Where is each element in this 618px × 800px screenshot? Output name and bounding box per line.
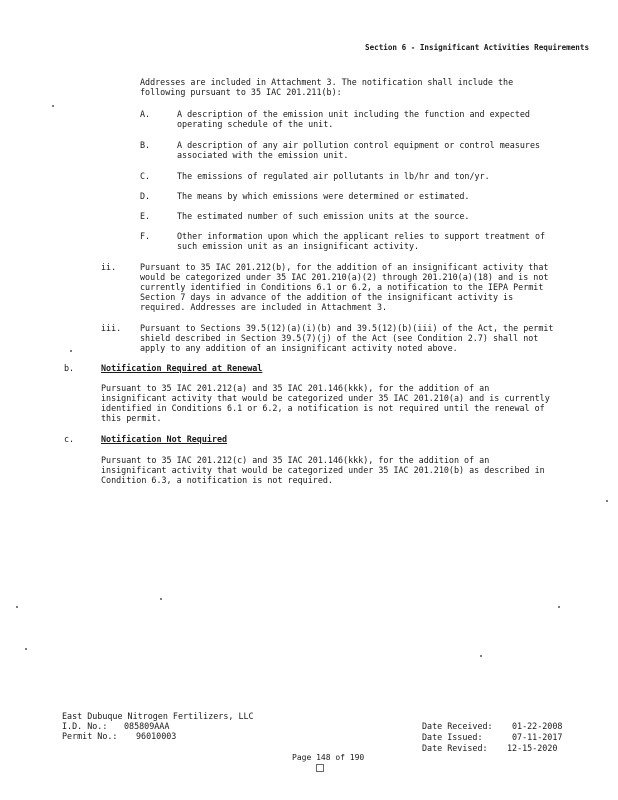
section-header: Section 6 - Insignificant Activities Requirements bbox=[365, 43, 590, 52]
roman-numeral-iii: iii. bbox=[101, 323, 122, 333]
roman-iii-line: shield described in Section 39.5(7)(j) of the Act (see Condition 2.7) shall not bbox=[140, 333, 539, 343]
list-item-letter: C. bbox=[140, 171, 151, 181]
roman-ii-line: would be categorized under 35 IAC 201.210(a)(2) through 201.210(a)(18) and is not bbox=[140, 272, 549, 282]
section-b-line: Pursuant to 35 IAC 201.212(a) and 35 IAC 201.146(kkk), for the addition of an bbox=[101, 383, 490, 393]
roman-ii-line: Pursuant to 35 IAC 201.212(b), for the addition of an insignificant activity that bbox=[140, 262, 549, 272]
section-b-line: identified in Conditions 6.1 or 6.2, a notification is not required until the renewal of bbox=[101, 403, 545, 413]
footer-company: East Dubuque Nitrogen Fertilizers, LLC bbox=[62, 711, 254, 721]
list-item-text: associated with the emission unit. bbox=[177, 150, 349, 160]
roman-iii-line: apply to any addition of an insignificant activity noted above. bbox=[140, 343, 458, 353]
footer-received-label: Date Received: bbox=[422, 721, 493, 731]
section-c-line: Condition 6.3, a notification is not required. bbox=[101, 475, 333, 485]
page-number: Page 148 of 190 bbox=[292, 753, 365, 762]
scan-speck bbox=[16, 606, 18, 608]
list-item-text: Other information upon which the applicant relies to support treatment of bbox=[177, 231, 546, 241]
list-item-letter: B. bbox=[140, 140, 151, 150]
section-b-letter: b. bbox=[64, 363, 75, 373]
footer-revised-value: 12-15-2020 bbox=[507, 743, 558, 753]
footer-permit-value: 96010003 bbox=[136, 731, 177, 741]
scan-speck bbox=[25, 648, 27, 650]
footer-issued-label: Date Issued: bbox=[422, 732, 483, 742]
list-item-text: operating schedule of the unit. bbox=[177, 119, 334, 129]
scan-speck bbox=[160, 598, 162, 600]
roman-ii-line: required. Addresses are included in Attachment 3. bbox=[140, 302, 388, 312]
intro-line-1: Addresses are included in Attachment 3. The notification shall include the bbox=[140, 77, 514, 87]
footer-id-value: 085809AAA bbox=[124, 721, 170, 731]
list-item-text: A description of the emission unit including the function and expected bbox=[177, 109, 530, 119]
list-item-letter: A. bbox=[140, 109, 151, 119]
page-mark-icon bbox=[316, 764, 324, 772]
section-b-title: Notification Required at Renewal bbox=[101, 363, 263, 373]
list-item-text: such emission unit as an insignificant activity. bbox=[177, 241, 420, 251]
list-item-letter: D. bbox=[140, 191, 151, 201]
scan-speck bbox=[480, 655, 482, 657]
scan-speck bbox=[606, 500, 608, 502]
footer-revised-label: Date Revised: bbox=[422, 743, 488, 753]
section-c-letter: c. bbox=[64, 434, 75, 444]
intro-line-2: following pursuant to 35 IAC 201.211(b): bbox=[140, 87, 342, 97]
section-c-line: insignificant activity that would be categorized under 35 IAC 201.210(b) as described in bbox=[101, 465, 545, 475]
list-item-text: The estimated number of such emission units at the source. bbox=[177, 211, 470, 221]
footer-id-label: I.D. No.: bbox=[62, 721, 108, 731]
roman-ii-line: Section 7 days in advance of the addition of the insignificant activity is bbox=[140, 292, 514, 302]
scan-speck bbox=[558, 606, 560, 608]
section-c-title: Notification Not Required bbox=[101, 434, 228, 444]
section-b-line: this permit. bbox=[101, 413, 162, 423]
scan-speck bbox=[70, 350, 72, 352]
list-item-text: A description of any air pollution control equipment or control measures bbox=[177, 140, 541, 150]
roman-ii-line: currently identified in Conditions 6.1 or 6.2, a notification to the IEPA Permit bbox=[140, 282, 544, 292]
footer-issued-value: 07-11-2017 bbox=[512, 732, 563, 742]
section-c-line: Pursuant to 35 IAC 201.212(c) and 35 IAC 201.146(kkk), for the addition of an bbox=[101, 455, 490, 465]
section-b-line: insignificant activity that would be categorized under 35 IAC 201.210(a) and is currently bbox=[101, 393, 550, 403]
footer-permit-label: Permit No.: bbox=[62, 731, 118, 741]
footer-received-value: 01-22-2008 bbox=[512, 721, 563, 731]
roman-numeral-ii: ii. bbox=[101, 262, 117, 272]
scan-speck bbox=[52, 105, 54, 107]
list-item-letter: F. bbox=[140, 231, 151, 241]
list-item-text: The means by which emissions were determined or estimated. bbox=[177, 191, 470, 201]
list-item-letter: E. bbox=[140, 211, 151, 221]
list-item-text: The emissions of regulated air pollutants in lb/hr and ton/yr. bbox=[177, 171, 490, 181]
roman-iii-line: Pursuant to Sections 39.5(12)(a)(i)(b) and 39.5(12)(b)(iii) of the Act, the permit bbox=[140, 323, 554, 333]
